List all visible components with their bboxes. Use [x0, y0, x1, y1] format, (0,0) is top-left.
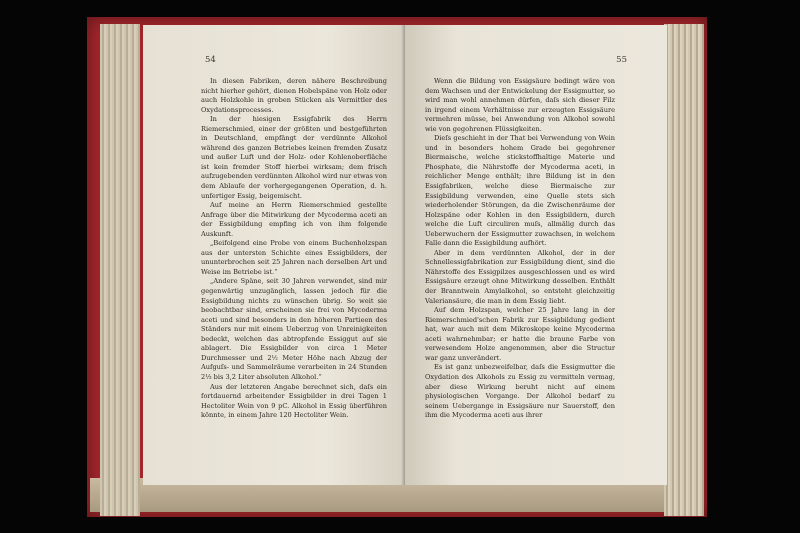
paragraph: „Beifolgend eine Probe von einem Buchenholzspan aus der untersten Schichte eines Essigbilders, der ununterbrochen seit 25 Jahren nach derselben Art und Weise im Betriebe ist.“	[201, 239, 387, 276]
paragraph: In diesen Fabriken, deren nähere Beschreibung nicht hierher gehört, dienen Hobelspäne von Holz oder auch Holzkohle in groben Stücken als Vermittler des Oxydationsprocesses.	[201, 77, 387, 114]
paragraph: Dieſs geschieht in der That bei Verwendung von Wein und in besonders hohem Grade bei gegohrener Biermaische, welche stickstoffhaltige Materie und Phosphate, die Nährstoffe der Mycoderma aceti, in reichlicher Menge enthält; ihre Bildung ist in den Essigfabriken, welche diese Biermaische zur Essigbildung verwenden, eine Quelle stets sich wiederholender Störungen, da die Zwischenräume der Holzspäne oder Kohlen in den Essigbildern, durch welche die Luft circuliren muſs, allmälig durch das Ueberwuchern der Essigmutter zuwachsen, in welchem Falle dann die Essigbildung aufhört.	[425, 134, 615, 248]
page-number: 54	[205, 55, 216, 65]
paragraph: Es ist ganz unbezweifelbar, daſs die Essigmutter die Oxydation des Alkohols zu Essig zu vermitteln vermag, aber diese Wirkung beruht nicht auf einem physiologischen Vorgange. Der Alkohol bedarf zu seinem Uebergange in Essigsäure nur Sauerstoff, den ihm die Mycoderma aceti aus ihrer	[425, 363, 615, 420]
paragraph: Aus der letzteren Angabe berechnet sich, daſs ein fortdauernd arbeitender Essigbilder in drei Tagen 1 Hectoliter Wein von 9 pC. Alkohol in Essig überführen könnte, in einem Jahre 120 Hectoliter Wein.	[201, 382, 387, 420]
paragraph: In der hiesigen Essigfabrik des Herrn Riemerschmied, einer der größten und bestgeführten in Deutschland, empfängt der verdünnte Alkohol während des ganzen Betriebes keinen fremden Zusatz und außer Luft und der Holz- oder Kohlenoberfläche ist kein fremder Stoff hierbei wirksam; dem frisch aufzugebenden verdünnten Alkohol wird nur etwas von dem Ablaufe der vorhergegangenen Operation, d. h. unfertiger Essig, beigemischt.	[201, 115, 387, 200]
paragraph: Auf meine an Herrn Riemerschmied gestellte Anfrage über die Mitwirkung der Mycoderma aceti an der Essigbildung empfing ich von ihm folgende Auskunft.	[201, 201, 387, 238]
right-page-edges	[664, 24, 704, 516]
right-page	[405, 25, 667, 485]
page-text	[425, 77, 615, 421]
paragraph: Aber in dem verdünnten Alkohol, der in der Schnellessigfabrikation zur Essigbildung dient, sind die Nährstoffe des Essigpilzes ausgeschlossen und es wird Essigsäure erzeugt ohne Mitwirkung desselben. Enthält der Branntwein Amylalkohol, so entsteht gleichzeitig Valeriansäure, die man in dem Essig liebt.	[425, 248, 615, 305]
paragraph: Auf dem Holzspan, welcher 25 Jahre lang in der Riemerschmied'schen Fabrik zur Essigbildung gedient hat, war auch mit dem Mikroskope keine Mycoderma aceti wahrnehmbar; er hatte die braune Farbe von verwesendem Holze angenommen, aber die Structur war ganz unverändert.	[425, 306, 615, 362]
page-text	[201, 77, 387, 421]
paragraph: „Andere Späne, seit 30 Jahren verwendet, sind mir gegenwärtig unzugänglich, lassen jedoch für die Essigbildung nichts zu wünschen übrig. So weit sie beobachtbar sind, erscheinen sie frei von Mycoderma aceti und sind besonders in den höheren Partieen des Ständers nur mit einem Ueberzug von Unreinigkeiten bedeckt, welchen das abtropfende Essiggut auf sie ablagert. Die Essigbilder von circa 1 Meter Durchmesser und 2½ Meter Höhe nach Abzug der Aufguſs- und Sammelräume verarbeiten in 24 Stunden 2⅓ bis 3,2 Liter absoluten Alkohol.“	[201, 277, 387, 381]
page-number: 55	[616, 55, 627, 65]
paragraph: Wenn die Bildung von Essigsäure bedingt wäre von dem Wachsen und der Entwickelung der Essigmutter, so wird man wohl annehmen dürfen, daſs sich dieser Filz in irgend einem Verhältnisse zur erzeugten Essigsäure vermehren müsse, bei Anwendung von Alkohol sowohl wie von gegohrenen Flüssigkeiten.	[425, 77, 615, 133]
left-page	[143, 25, 405, 485]
left-page-edges	[100, 24, 140, 516]
